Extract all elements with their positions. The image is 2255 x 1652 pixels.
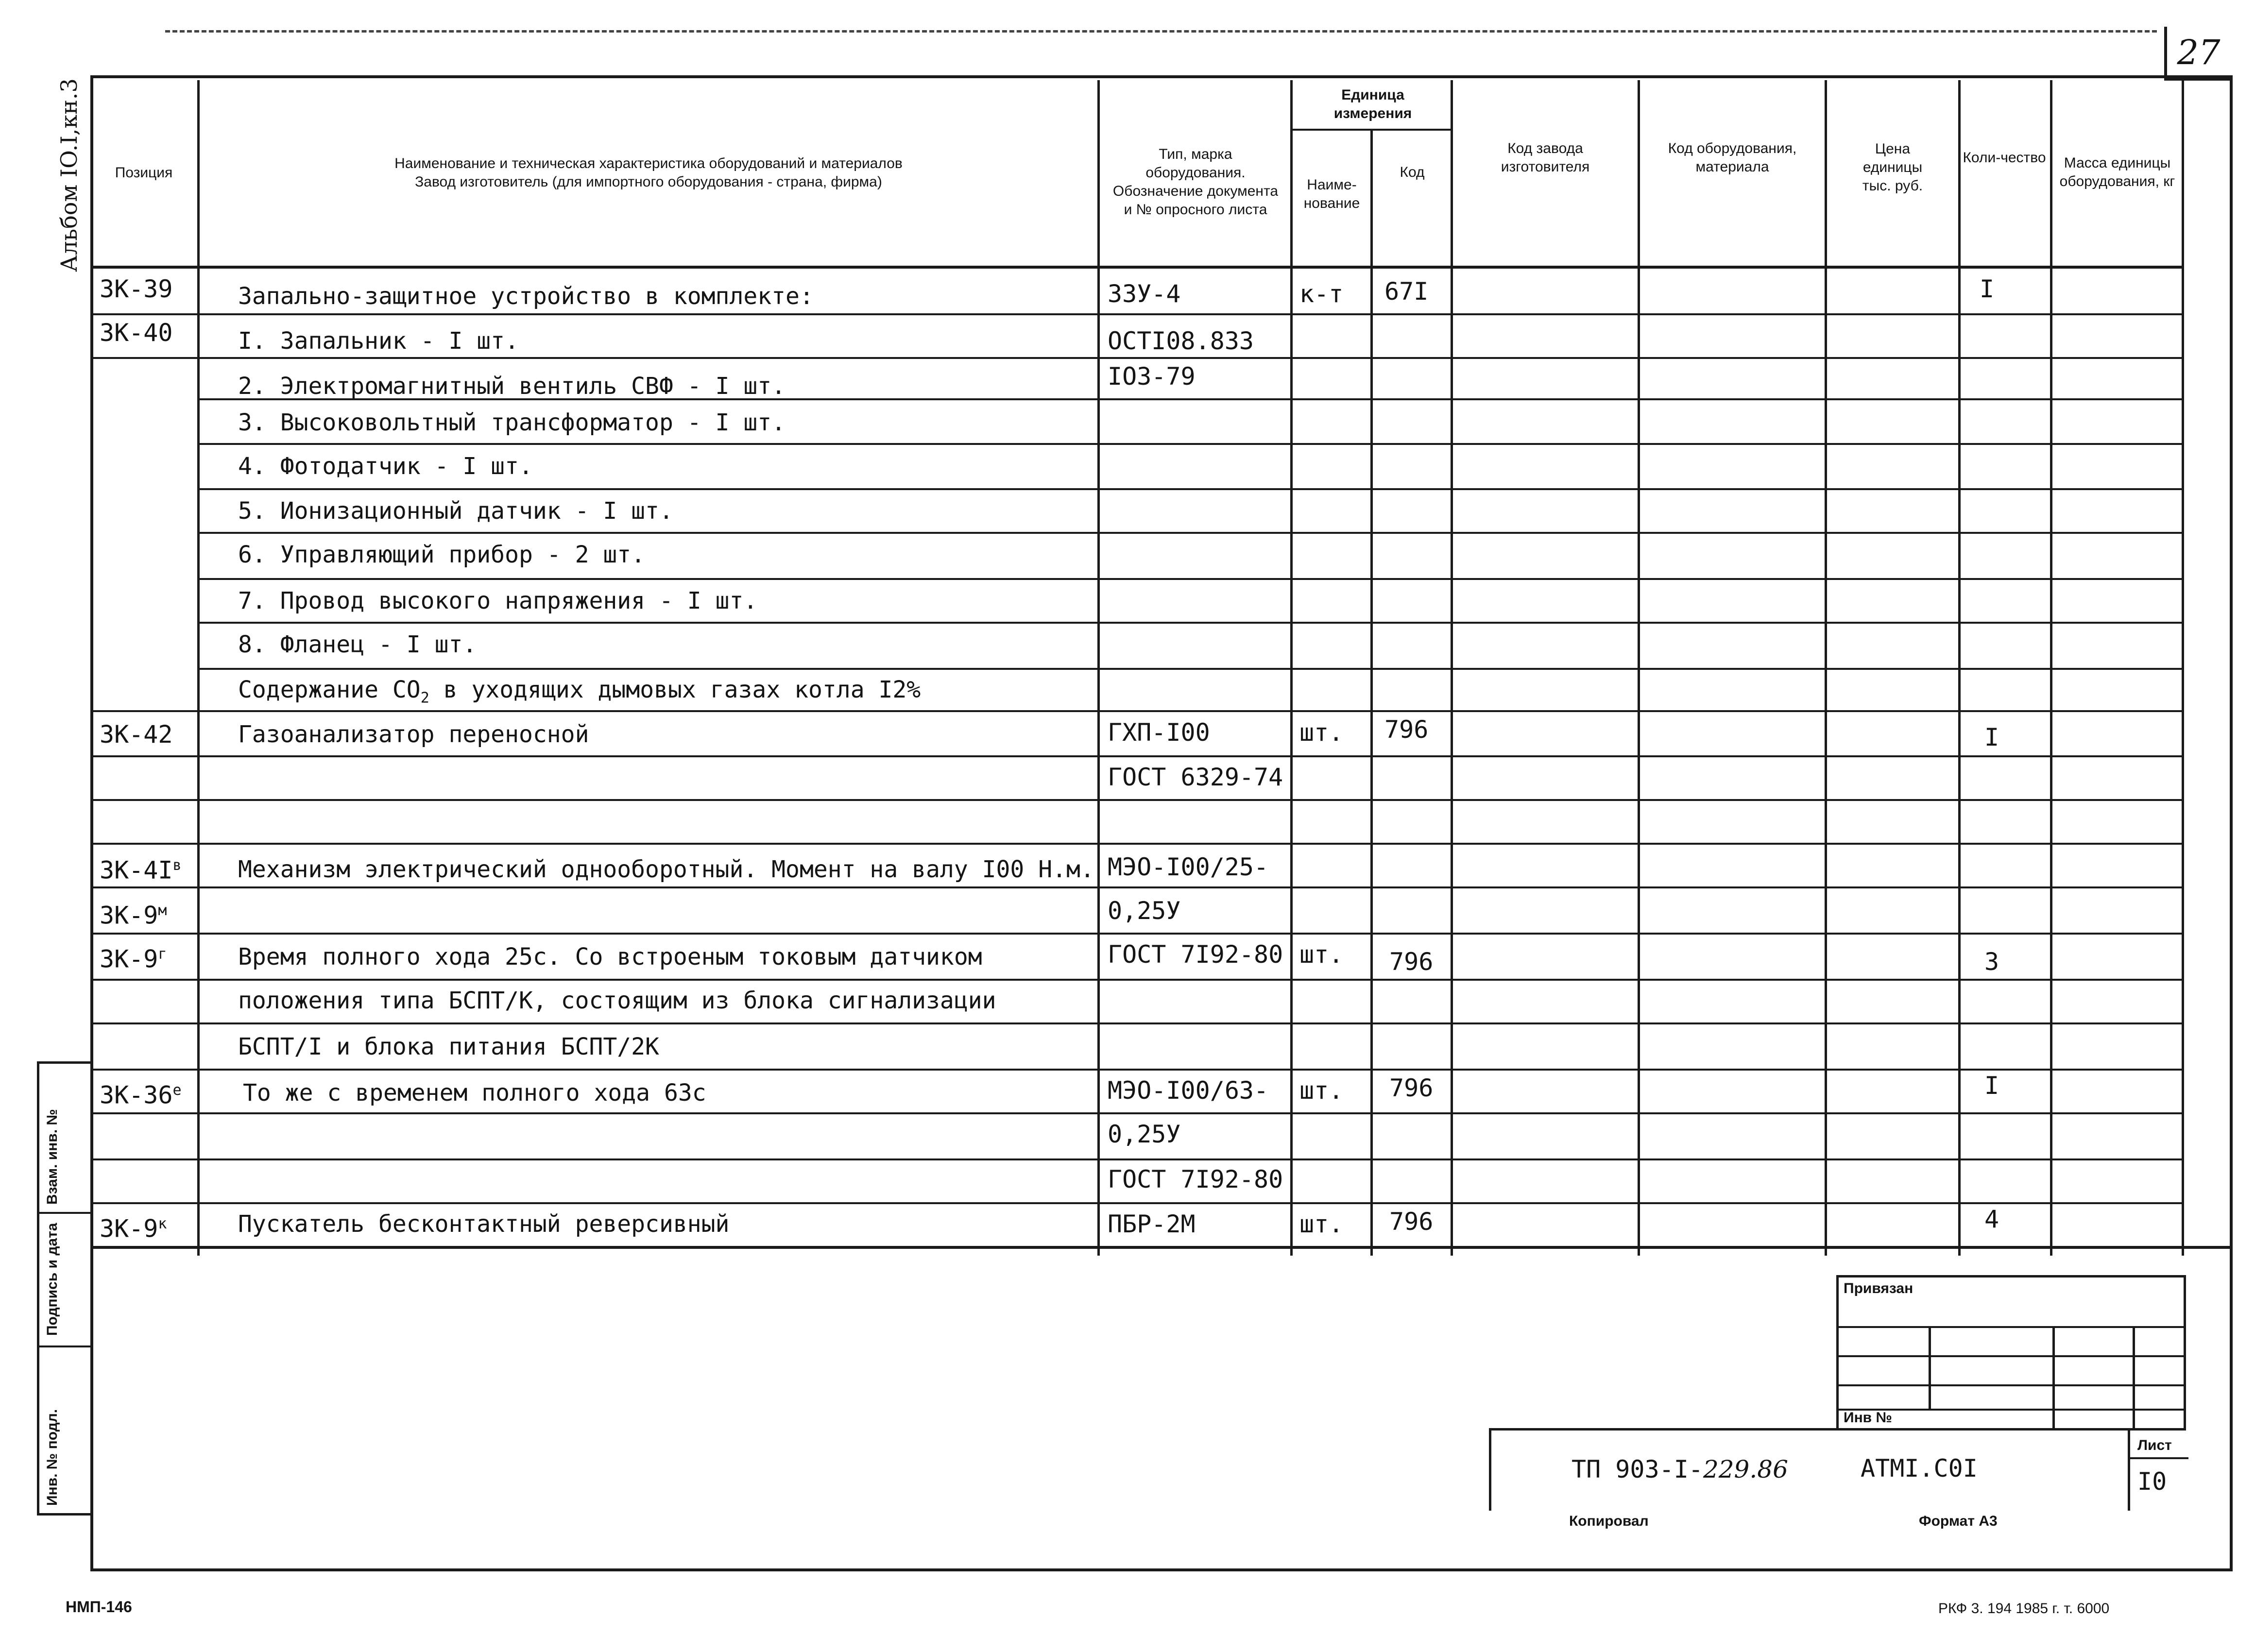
row-name: Пускатель бесконтактный реверсивный — [238, 1210, 730, 1238]
row-name-part: Содержание CO — [238, 676, 421, 703]
bottom-right-code: РКФ 3. 194 1985 г. т. 6000 — [1938, 1601, 2110, 1617]
kopiroval-label: Копировал — [1569, 1513, 1649, 1529]
row-line — [197, 622, 2184, 624]
project-prefix: ТП 903-I- — [1572, 1455, 1703, 1483]
row-line — [90, 843, 2184, 845]
row-line — [90, 1069, 2184, 1071]
row-type: ГОСТ 7I92-80 — [1108, 1165, 1283, 1193]
list-label: Лист — [2137, 1437, 2172, 1453]
album-label: Альбом IO.I,кн.3 — [56, 78, 82, 272]
row-qty: I — [1984, 723, 1999, 751]
row-line — [90, 799, 2184, 801]
project-number — [1572, 1455, 1788, 1484]
row-line — [90, 313, 2184, 315]
row-name: 8. Фланец - I шт. — [238, 631, 477, 658]
header-equip-code: Код оборудования, материала — [1668, 140, 1797, 175]
row-line — [197, 443, 2184, 445]
row-position-sup: г — [158, 946, 167, 963]
row-type: ПБР-2М — [1108, 1210, 1196, 1238]
row-position — [100, 1076, 182, 1110]
row-position — [100, 851, 182, 885]
row-unit: к-т — [1299, 280, 1344, 308]
row-position-sup: в — [172, 857, 182, 874]
list-value: I0 — [2137, 1467, 2167, 1496]
row-line — [90, 979, 2184, 981]
row-line — [90, 1246, 2233, 1249]
row-name — [238, 675, 921, 713]
row-qty: I — [1984, 1072, 1999, 1100]
row-name: 5. Ионизационный датчик - I шт. — [238, 497, 673, 525]
row-position-sup: е — [172, 1082, 182, 1099]
row-code: 796 — [1389, 1074, 1434, 1102]
row-line — [90, 886, 2184, 888]
row-line — [90, 1158, 2184, 1160]
row-qty: I — [1980, 275, 1995, 303]
row-type: ГХП-I00 — [1108, 718, 1210, 747]
row-unit: шт. — [1299, 1210, 1344, 1238]
row-line — [197, 578, 2184, 580]
row-position-sup: м — [158, 902, 167, 919]
row-type: 0,25У — [1108, 897, 1181, 925]
row-name: Механизм электрический однооборотный. Момент на валу I00 Н.м. — [238, 856, 1094, 883]
header-mass: Масса единицы оборудования, кг — [2059, 155, 2175, 189]
row-position-text: 3К-9 — [100, 901, 158, 930]
row-position: 3К-42 — [100, 720, 173, 749]
row-line — [90, 1202, 2184, 1204]
row-line — [197, 668, 2184, 670]
row-position — [100, 1209, 167, 1243]
row-name: Запально-защитное устройство в комплекте: — [238, 283, 814, 310]
header-bottom-line — [90, 266, 2184, 269]
row-name: 3. Высоковольтный трансформатор - I шт. — [238, 409, 786, 436]
row-position — [100, 940, 167, 974]
privyazan-col — [1929, 1326, 1931, 1409]
row-position-text: 3К-9 — [100, 1214, 158, 1243]
bottom-left-code: НМП-146 — [66, 1598, 132, 1616]
row-name: 6. Управляющий прибор - 2 шт. — [238, 541, 646, 568]
row-name: БСПТ/I и блока питания БСПТ/2К — [238, 1033, 659, 1060]
doc-code: АТМI.С0I — [1861, 1454, 1978, 1482]
main-stamp — [1489, 1428, 2186, 1511]
row-name-part: в уходящих дымовых газах котла I2% — [429, 676, 921, 703]
page-number: 27 — [2164, 27, 2230, 81]
row-name-subscript: 2 — [420, 689, 429, 707]
header-factory-code: Код завода изготовителя — [1501, 140, 1590, 175]
row-name: 7. Провод высокого напряжения - I шт. — [238, 587, 758, 614]
row-position-text: 3К-9 — [100, 945, 158, 973]
stamp-divider — [39, 1345, 90, 1347]
header-type: Тип, марка оборудования. Обозначение документа и № опросного листа — [1112, 146, 1279, 218]
header-name: Наименование и техническая характеристика оборудований и материалов Завод изготовитель (для импортного оборудования - страна, фирма) — [394, 155, 903, 190]
side-stamp — [37, 1061, 90, 1516]
row-line — [197, 532, 2184, 534]
top-dash-line — [165, 30, 2157, 33]
row-line — [90, 1112, 2184, 1114]
row-name: То же с временем полного хода 63с — [243, 1079, 706, 1107]
stamp-divider — [39, 1212, 90, 1214]
stamp-vzam-inv: Взам. инв. № — [44, 1109, 60, 1205]
row-position-sup: к — [158, 1215, 167, 1232]
privyazan-label: Привязан — [1844, 1280, 1913, 1296]
row-name: 4. Фотодатчик - I шт. — [238, 453, 533, 480]
row-line — [90, 755, 2184, 757]
row-qty: 4 — [1984, 1205, 1999, 1233]
list-col-line — [2128, 1431, 2130, 1511]
project-handwritten: 229.86 — [1703, 1455, 1788, 1483]
row-unit: шт. — [1299, 718, 1344, 747]
row-position: 3К-39 — [100, 275, 173, 303]
row-line — [90, 1022, 2184, 1024]
row-name: Время полного хода 25с. Со встроеным токовым датчиком — [238, 943, 982, 971]
row-type: МЭО-I00/63- — [1108, 1076, 1269, 1105]
stamp-podpis-data: Подпись и дата — [44, 1223, 60, 1336]
privyazan-block — [1836, 1275, 2186, 1431]
row-type: 0,25У — [1108, 1120, 1181, 1148]
row-unit: шт. — [1299, 940, 1344, 969]
row-code: 796 — [1389, 1208, 1434, 1236]
row-position-text: 3К-4I — [100, 856, 173, 885]
row-name: Газоанализатор переносной — [238, 721, 589, 748]
row-line — [90, 933, 2184, 935]
row-unit: шт. — [1299, 1076, 1344, 1105]
header-qty: Коли-чество — [1963, 150, 2046, 166]
row-name: положения типа БСПТ/К, состоящим из блока сигнализации — [238, 987, 996, 1014]
row-position-text: 3К-36 — [100, 1081, 173, 1109]
row-code: 67I — [1384, 277, 1429, 306]
row-type: ГОСТ 6329-74 — [1108, 763, 1283, 791]
row-type: ГОСТ 7I92-80 — [1108, 940, 1283, 969]
row-type: МЭО-I00/25- — [1108, 853, 1269, 881]
header-unit-code: Код — [1400, 164, 1425, 180]
row-qty: 3 — [1984, 948, 1999, 976]
row-line — [197, 488, 2184, 490]
privyazan-col — [2052, 1326, 2055, 1431]
row-name: I. Запальник - I шт. — [238, 327, 519, 355]
inv-no-label: Инв № — [1844, 1410, 1892, 1426]
header-price: Цена единицы тыс. руб. — [1862, 141, 1923, 194]
header-unit-name: Наиме-нование — [1303, 177, 1360, 211]
row-name: 2. Электромагнитный вентиль СВФ - I шт. — [238, 373, 786, 400]
stamp-inv-podl: Инв. № подл. — [44, 1409, 60, 1506]
privyazan-col — [2133, 1326, 2135, 1431]
header-unit: Единица измерения — [1333, 87, 1412, 121]
row-type: ОСТI08.833 — [1108, 327, 1254, 355]
row-type: IО3-79 — [1108, 362, 1196, 391]
list-row-line — [2128, 1457, 2188, 1459]
header-position: Позиция — [115, 165, 173, 181]
row-type: ЗЗУ-4 — [1108, 280, 1181, 308]
row-position — [100, 896, 167, 930]
row-line — [90, 357, 2184, 359]
row-code: 796 — [1389, 948, 1434, 976]
row-code: 796 — [1384, 715, 1429, 744]
row-position: 3К-40 — [100, 319, 173, 347]
format-label: Формат А3 — [1919, 1513, 1998, 1529]
col-line — [1370, 129, 1373, 1256]
